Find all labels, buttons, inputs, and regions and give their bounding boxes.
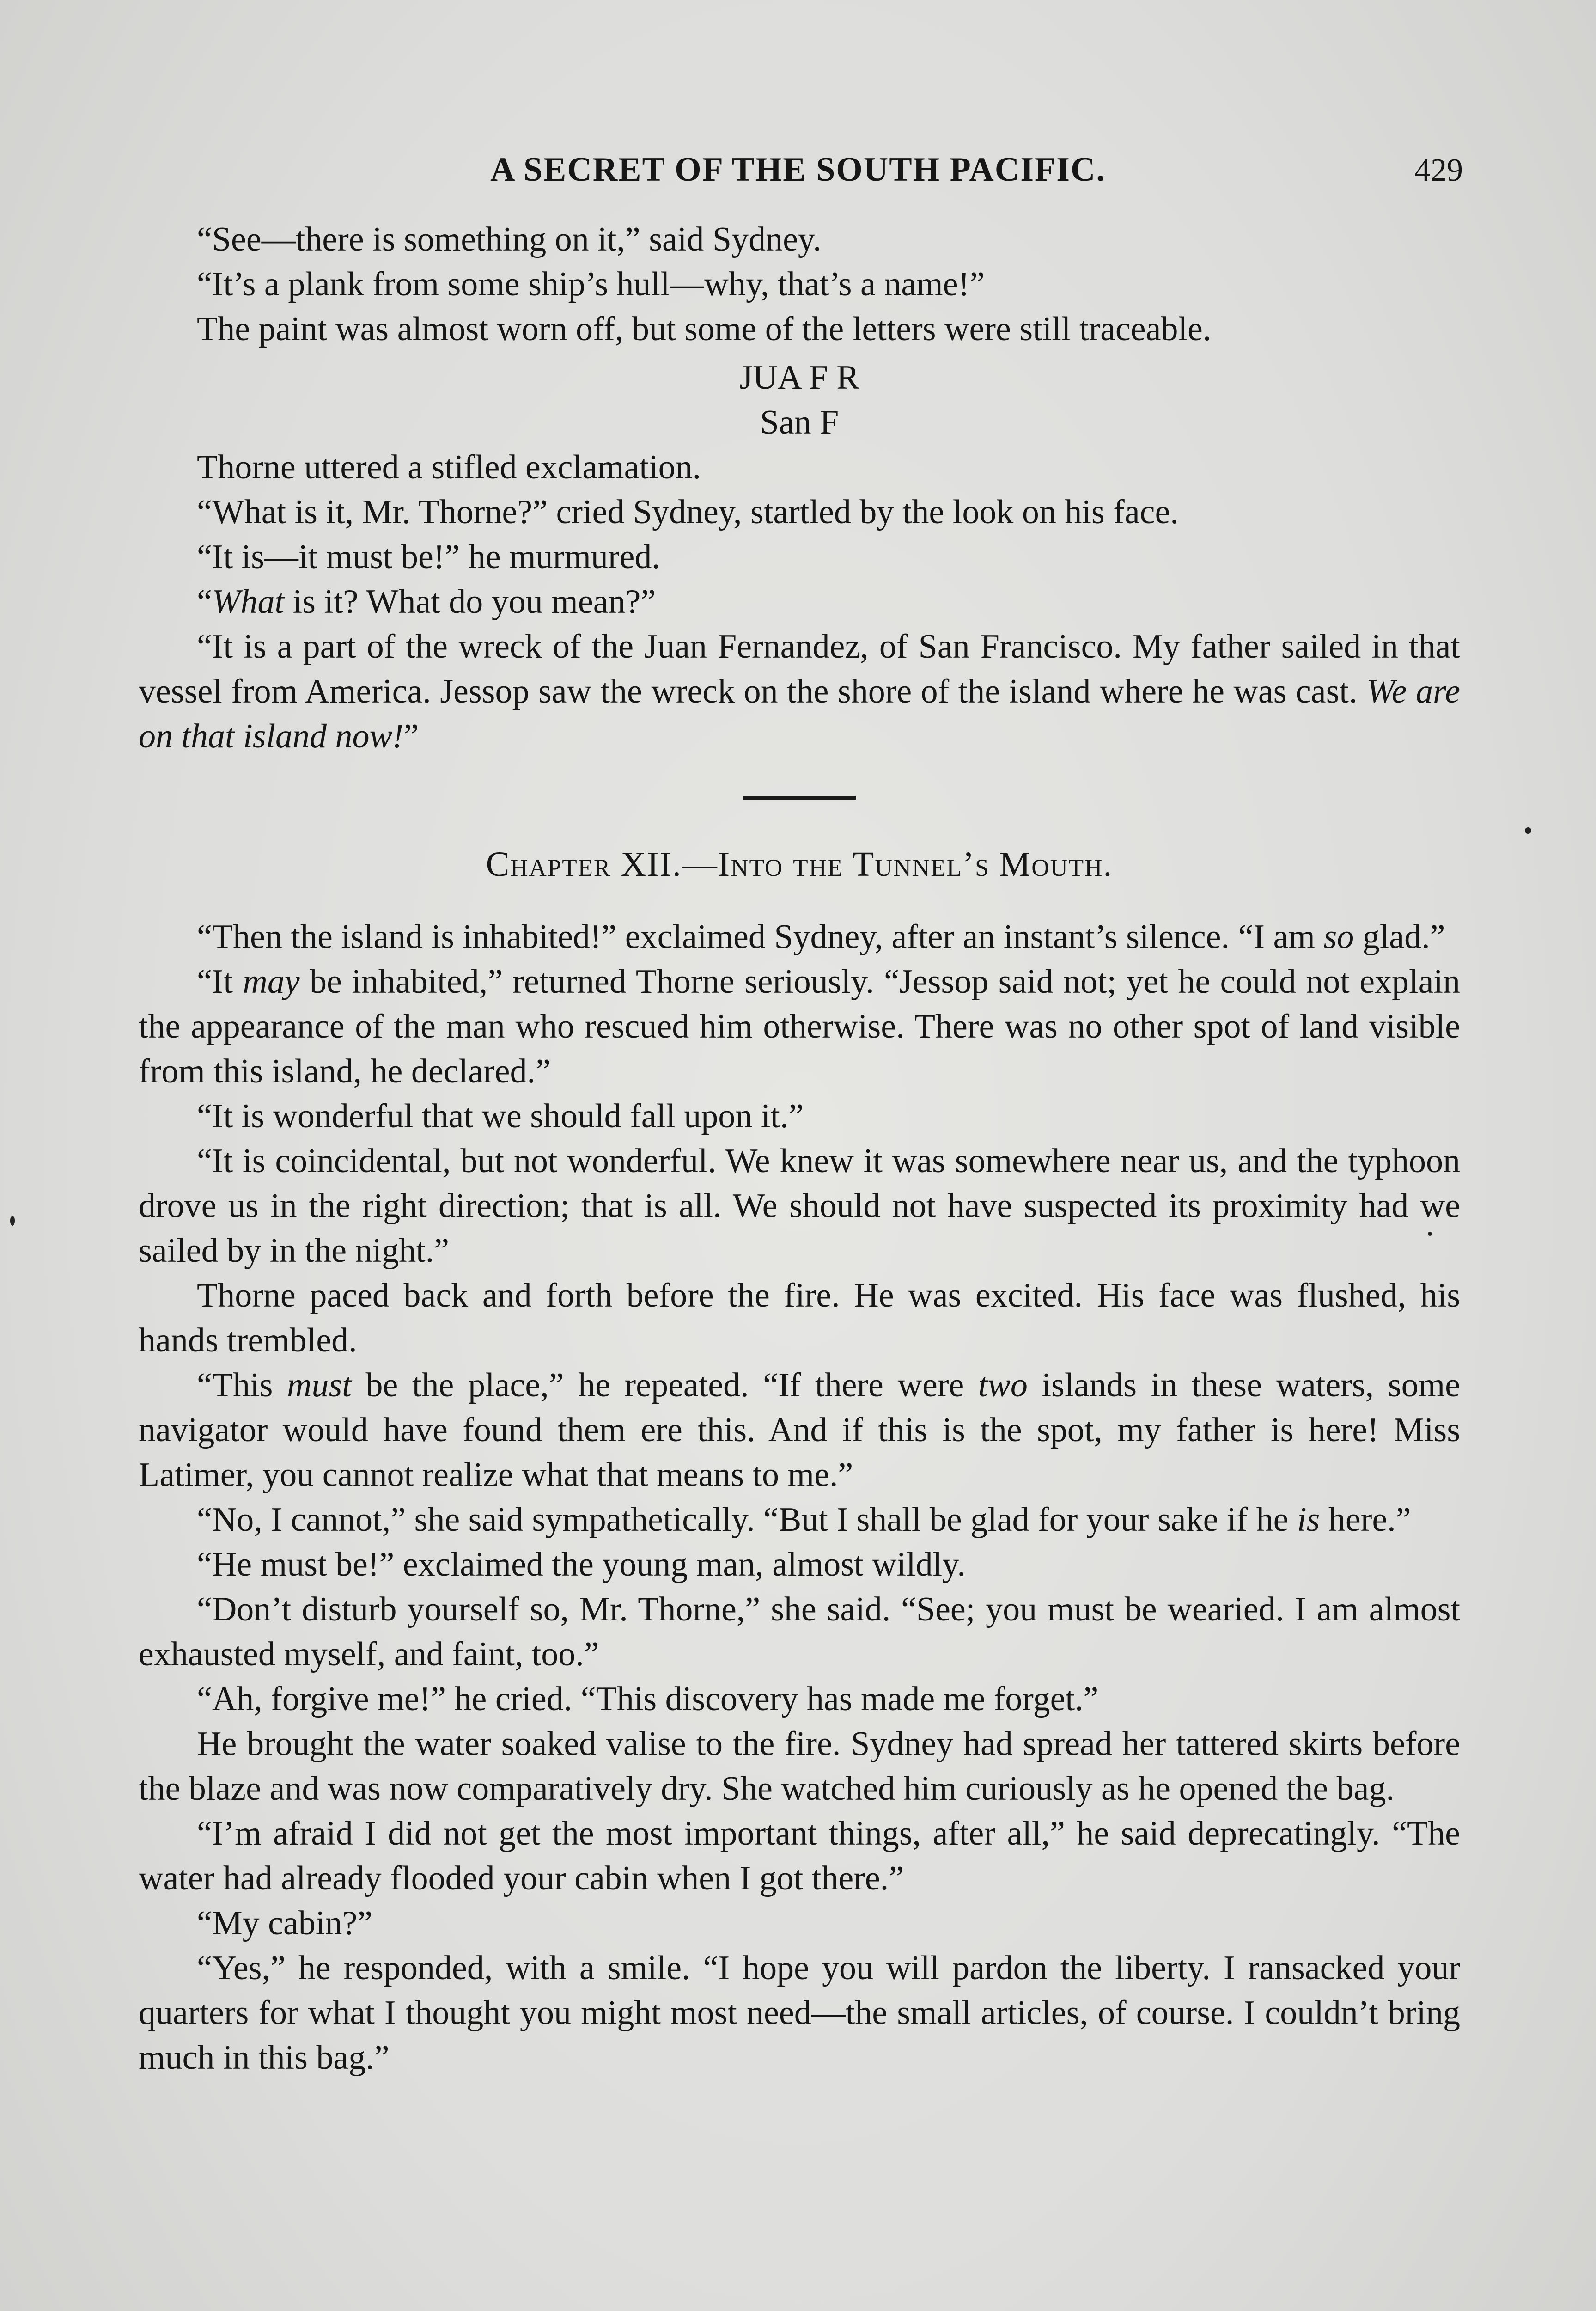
paragraph: “It is—it must be!” he murmured. [197,538,660,576]
paragraph [139,1363,1460,1498]
page-number: 429 [1414,153,1463,188]
text-run: glad.” [1354,918,1445,956]
text-run: be the place,” he repeated. “If there were [351,1366,978,1404]
text-run: “It is a part of the wreck of the Juan Fernandez, of San Francisco. My father sailed in that vessel from America. Jessop saw the wreck on the shore of the island where he was cast. [139,628,1460,710]
paragraph: “Ah, forgive me!” he cried. “This discovery has made me forget.” [197,1680,1099,1718]
ink-speck [10,1216,15,1226]
text-run: islands in these waters, some navigator would have found them ere this. And if this is the spot, my father is here! Miss Latimer, you cannot realize what that means to me.” [139,1366,1461,1494]
text-run: here.” [1320,1501,1411,1539]
plank-inscription-line-1: JUA F R [739,359,859,397]
paragraph: “It’s a plank from some ship’s hull—why, that’s a name!” [197,265,985,303]
plank-inscription-line-2: San F [760,404,839,441]
paragraph: “Don’t disturb yourself so, Mr. Thorne,” she said. “See; you must be wearied. I am almost exhausted myself, and faint, too.” [139,1590,1460,1673]
text-run: is it? What do you mean?” [284,583,656,621]
paragraph: “Yes,” he responded, with a smile. “I hope you will pardon the liberty. I ransacked your quarters for what I thought you might most need—the small articles, of course. I couldn’t bring much in this bag.” [139,1949,1460,2077]
paragraph: He brought the water soaked valise to the fire. Sydney had spread her tattered skirts before the blaze and was now comparatively dry. She watched him curiously as he opened the bag. [139,1725,1460,1808]
italic-text: We are on that island now! [139,673,1460,755]
chapter-heading: Chapter XII.—Into the Tunnel’s Mouth. [486,845,1113,884]
text-run: “This [197,1366,287,1404]
paragraph [139,580,1460,624]
text-run: “ [197,583,212,621]
italic-text: What [212,583,285,621]
paragraph [139,960,1460,1094]
ink-speck [1525,827,1531,834]
italic-text: must [287,1366,352,1404]
paragraph: “He must be!” exclaimed the young man, almost wildly. [197,1546,966,1583]
paragraph [139,624,1460,759]
paragraph: “What is it, Mr. Thorne?” cried Sydney, startled by the look on his face. [197,493,1179,531]
paragraph: “It is coincidental, but not wonderful. We knew it was somewhere near us, and the typhoon drove us in the right direction; that is all. We should not have suspected its proximity had we sailed by in the night.” [139,1142,1460,1270]
italic-text: may [243,963,300,1001]
italic-text: is [1297,1501,1320,1539]
paragraph: “It is wonderful that we should fall upon it.” [197,1097,804,1135]
running-head: A SECRET OF THE SOUTH PACIFIC. [490,151,1106,189]
paragraph [139,915,1460,960]
page-text [139,217,1460,2080]
paragraph: “I’m afraid I did not get the most important things, after all,” he said deprecatingly. “The water had already flooded your cabin when I got there.” [139,1815,1460,1897]
paragraph [139,1498,1460,1542]
paragraph: “My cabin?” [197,1904,373,1942]
paragraph: Thorne paced back and forth before the fire. He was excited. His face was flushed, his hands trembled. [139,1277,1460,1359]
paragraph: The paint was almost worn off, but some of the letters were still traceable. [197,310,1212,348]
section-divider [743,796,856,800]
paragraph: “See—there is something on it,” said Sydney. [197,220,822,258]
italic-text: so [1323,918,1354,956]
text-run: “It [197,963,243,1001]
italic-text: two [978,1366,1028,1404]
page-header [139,150,1463,201]
paragraph: Thorne uttered a stifled exclamation. [197,448,701,486]
text-run: ” [403,717,419,755]
text-run: be inhabited,” returned Thorne seriously. “Jessop said not; yet he could not explain the appearance of the man who rescued him otherwise. There was no other spot of land visible from this island, he declared.” [139,963,1460,1090]
text-run: “Then the island is inhabited!” exclaimed Sydney, after an instant’s silence. “I am [197,918,1324,956]
text-run: “No, I cannot,” she said sympathetically. “But I shall be glad for your sake if he [197,1501,1297,1539]
ink-speck [1428,1232,1432,1236]
